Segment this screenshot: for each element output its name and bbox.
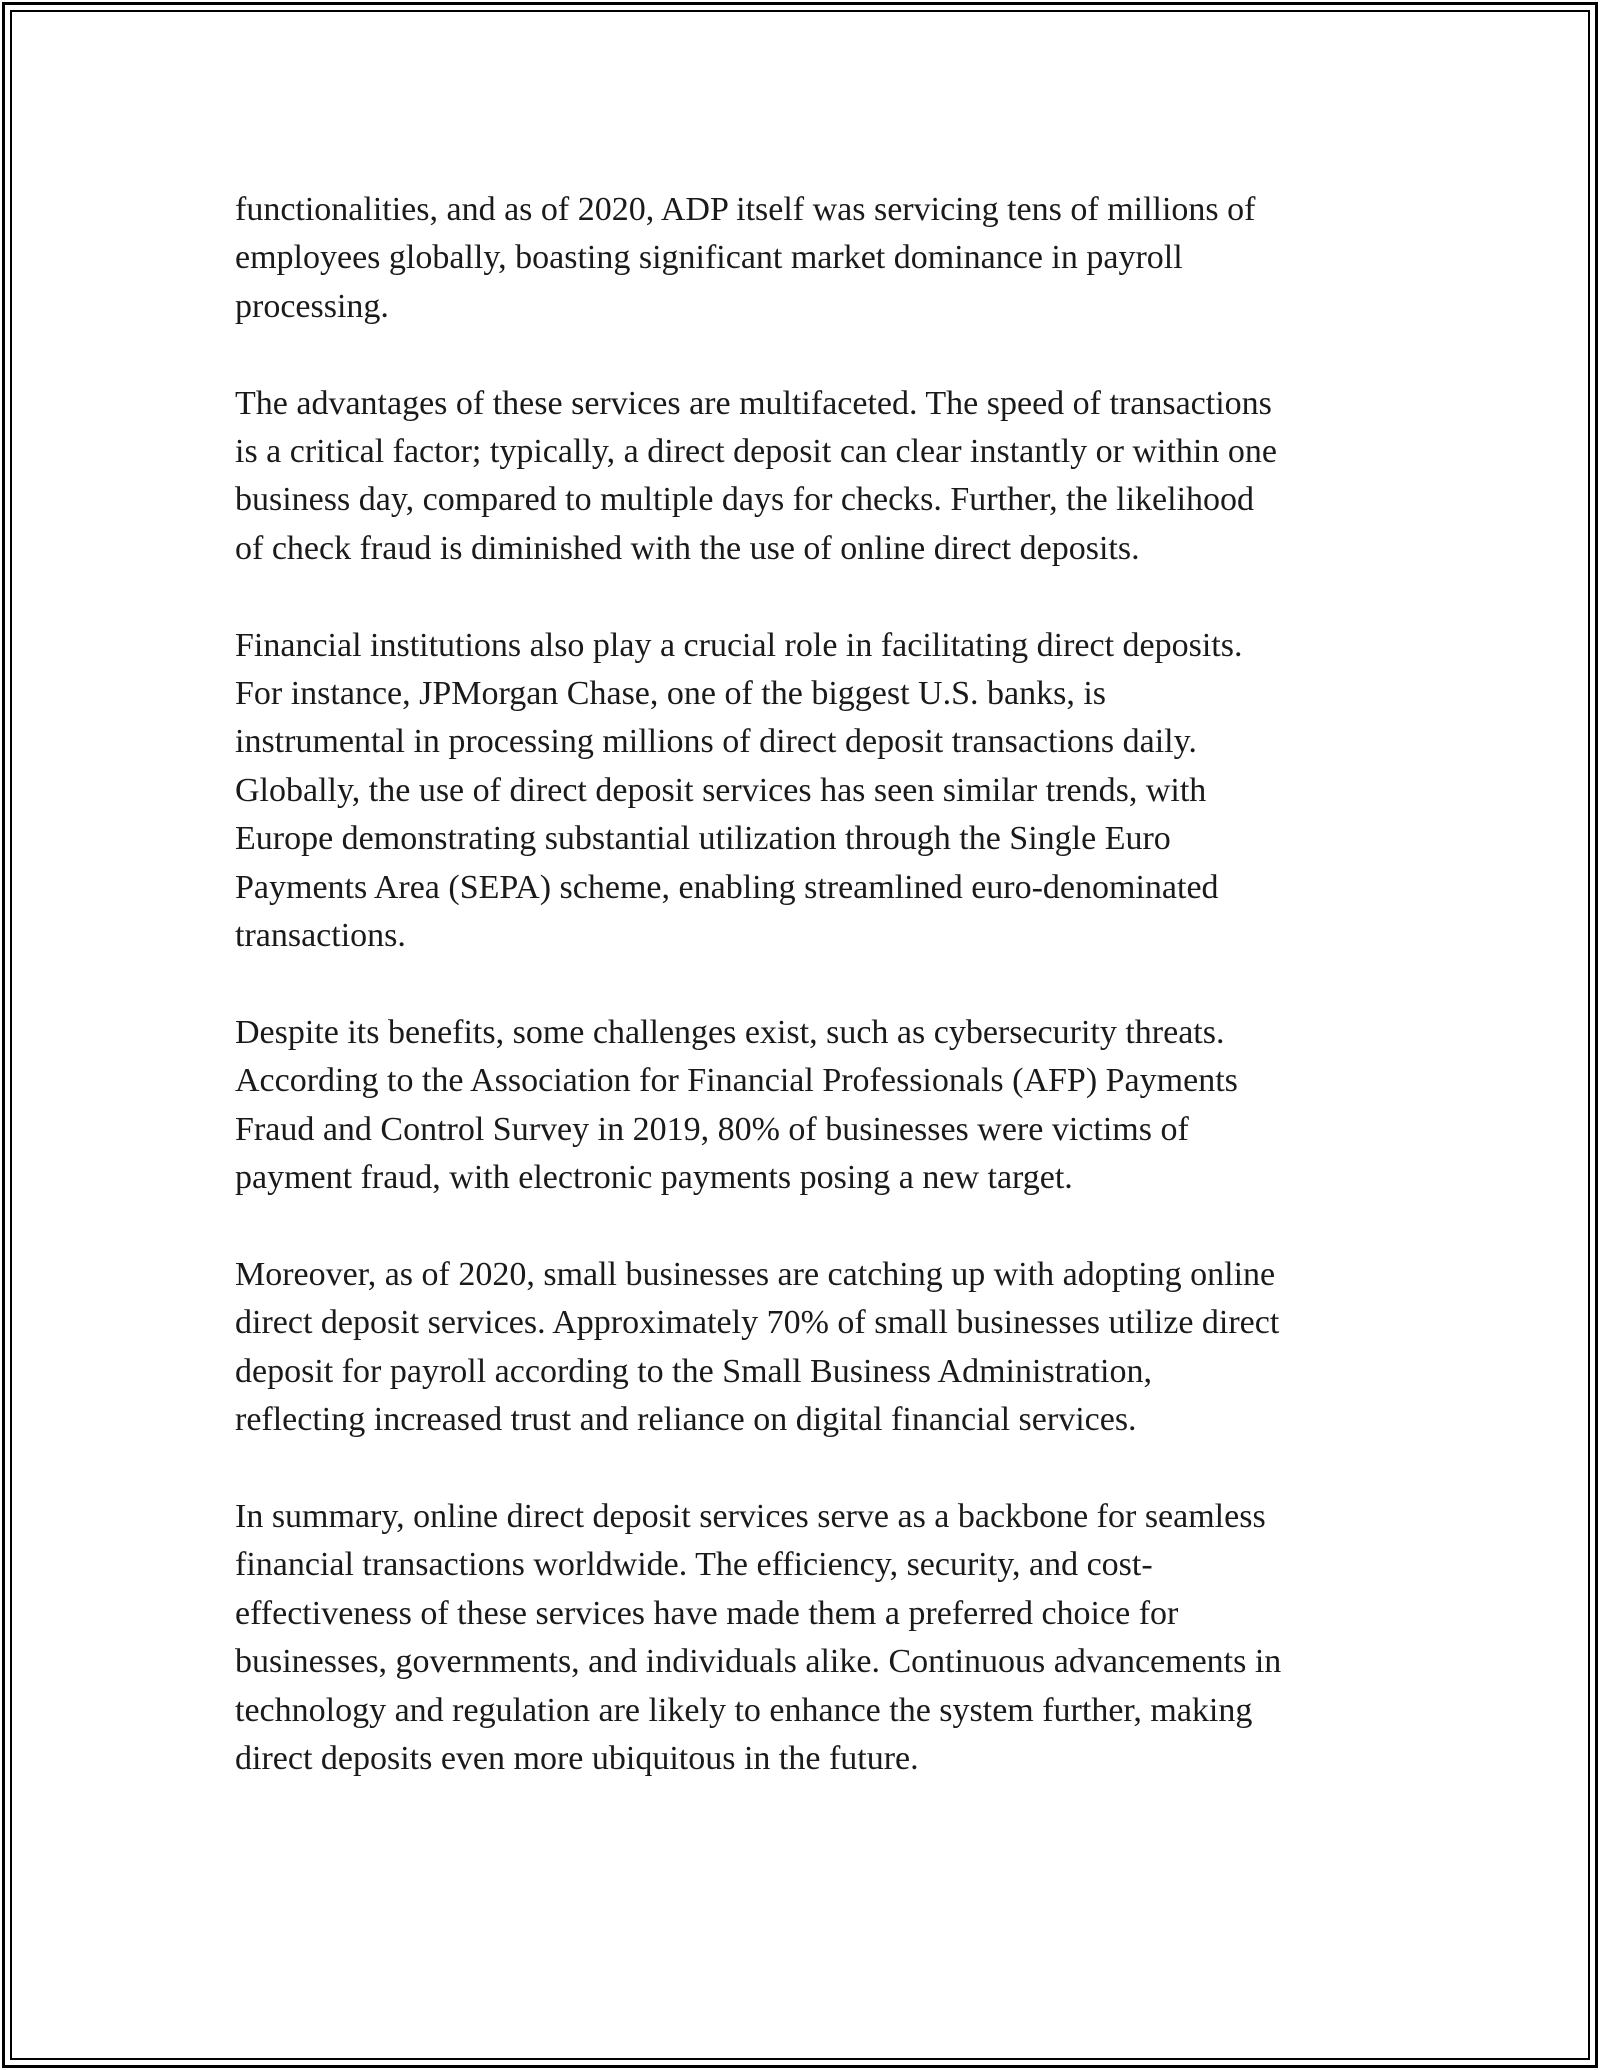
text-line: Despite its benefits, some challenges exist, such as cybersecurity threats. bbox=[235, 1013, 1225, 1051]
text-line: deposit for payroll according to the Small Business Administration, bbox=[235, 1352, 1152, 1390]
paragraph bbox=[235, 1493, 1375, 1783]
text-line: financial transactions worldwide. The efficiency, security, and cost- bbox=[235, 1546, 1153, 1584]
text-line: For instance, JPMorgan Chase, one of the biggest U.S. banks, is bbox=[235, 675, 1107, 713]
paragraph bbox=[235, 1251, 1375, 1445]
text-line: reflecting increased trust and reliance on digital financial services. bbox=[235, 1401, 1137, 1439]
text-line: Globally, the use of direct deposit services has seen similar trends, with bbox=[235, 771, 1207, 809]
text-line: functionalities, and as of 2020, ADP itself was servicing tens of millions of bbox=[235, 191, 1256, 228]
text-line: transactions. bbox=[235, 917, 406, 955]
text-line: instrumental in processing millions of direct deposit transactions daily. bbox=[235, 723, 1197, 761]
text-line: Financial institutions also play a crucial role in facilitating direct deposits. bbox=[235, 626, 1243, 664]
text-line: direct deposits even more ubiquitous in the future. bbox=[235, 1739, 919, 1777]
text-line: Moreover, as of 2020, small businesses are catching up with adopting online bbox=[235, 1255, 1276, 1293]
text-line: employees globally, boasting significant market dominance in payroll bbox=[235, 239, 1183, 277]
text-line: business day, compared to multiple days for checks. Further, the likelihood bbox=[235, 481, 1255, 519]
text-line: direct deposit services. Approximately 70% of small businesses utilize direct bbox=[235, 1304, 1280, 1342]
text-line: of check fraud is diminished with the use of online direct deposits. bbox=[235, 529, 1140, 567]
text-line: In summary, online direct deposit services serve as a backbone for seamless bbox=[235, 1497, 1266, 1535]
text-line: technology and regulation are likely to enhance the system further, making bbox=[235, 1691, 1253, 1729]
paragraph bbox=[235, 380, 1375, 574]
text-line: According to the Association for Financial Professionals (AFP) Payments bbox=[235, 1062, 1238, 1100]
paragraph bbox=[235, 1009, 1375, 1203]
text-line: The advantages of these services are multifaceted. The speed of transactions bbox=[235, 384, 1272, 422]
text-line: effectiveness of these services have made them a preferred choice for bbox=[235, 1594, 1179, 1632]
text-line: is a critical factor; typically, a direct deposit can clear instantly or within one bbox=[235, 433, 1277, 471]
text-line: processing. bbox=[235, 287, 389, 325]
text-line: Fraud and Control Survey in 2019, 80% of businesses were victims of bbox=[235, 1110, 1189, 1148]
paragraph bbox=[235, 186, 1375, 331]
text-line: payment fraud, with electronic payments posing a new target. bbox=[235, 1159, 1073, 1197]
text-line: Europe demonstrating substantial utilization through the Single Euro bbox=[235, 820, 1171, 858]
paragraph bbox=[235, 622, 1375, 961]
text-line: businesses, governments, and individuals alike. Continuous advancements in bbox=[235, 1643, 1282, 1681]
document-body bbox=[235, 186, 1375, 1832]
text-line: Payments Area (SEPA) scheme, enabling streamlined euro-denominated bbox=[235, 868, 1219, 906]
